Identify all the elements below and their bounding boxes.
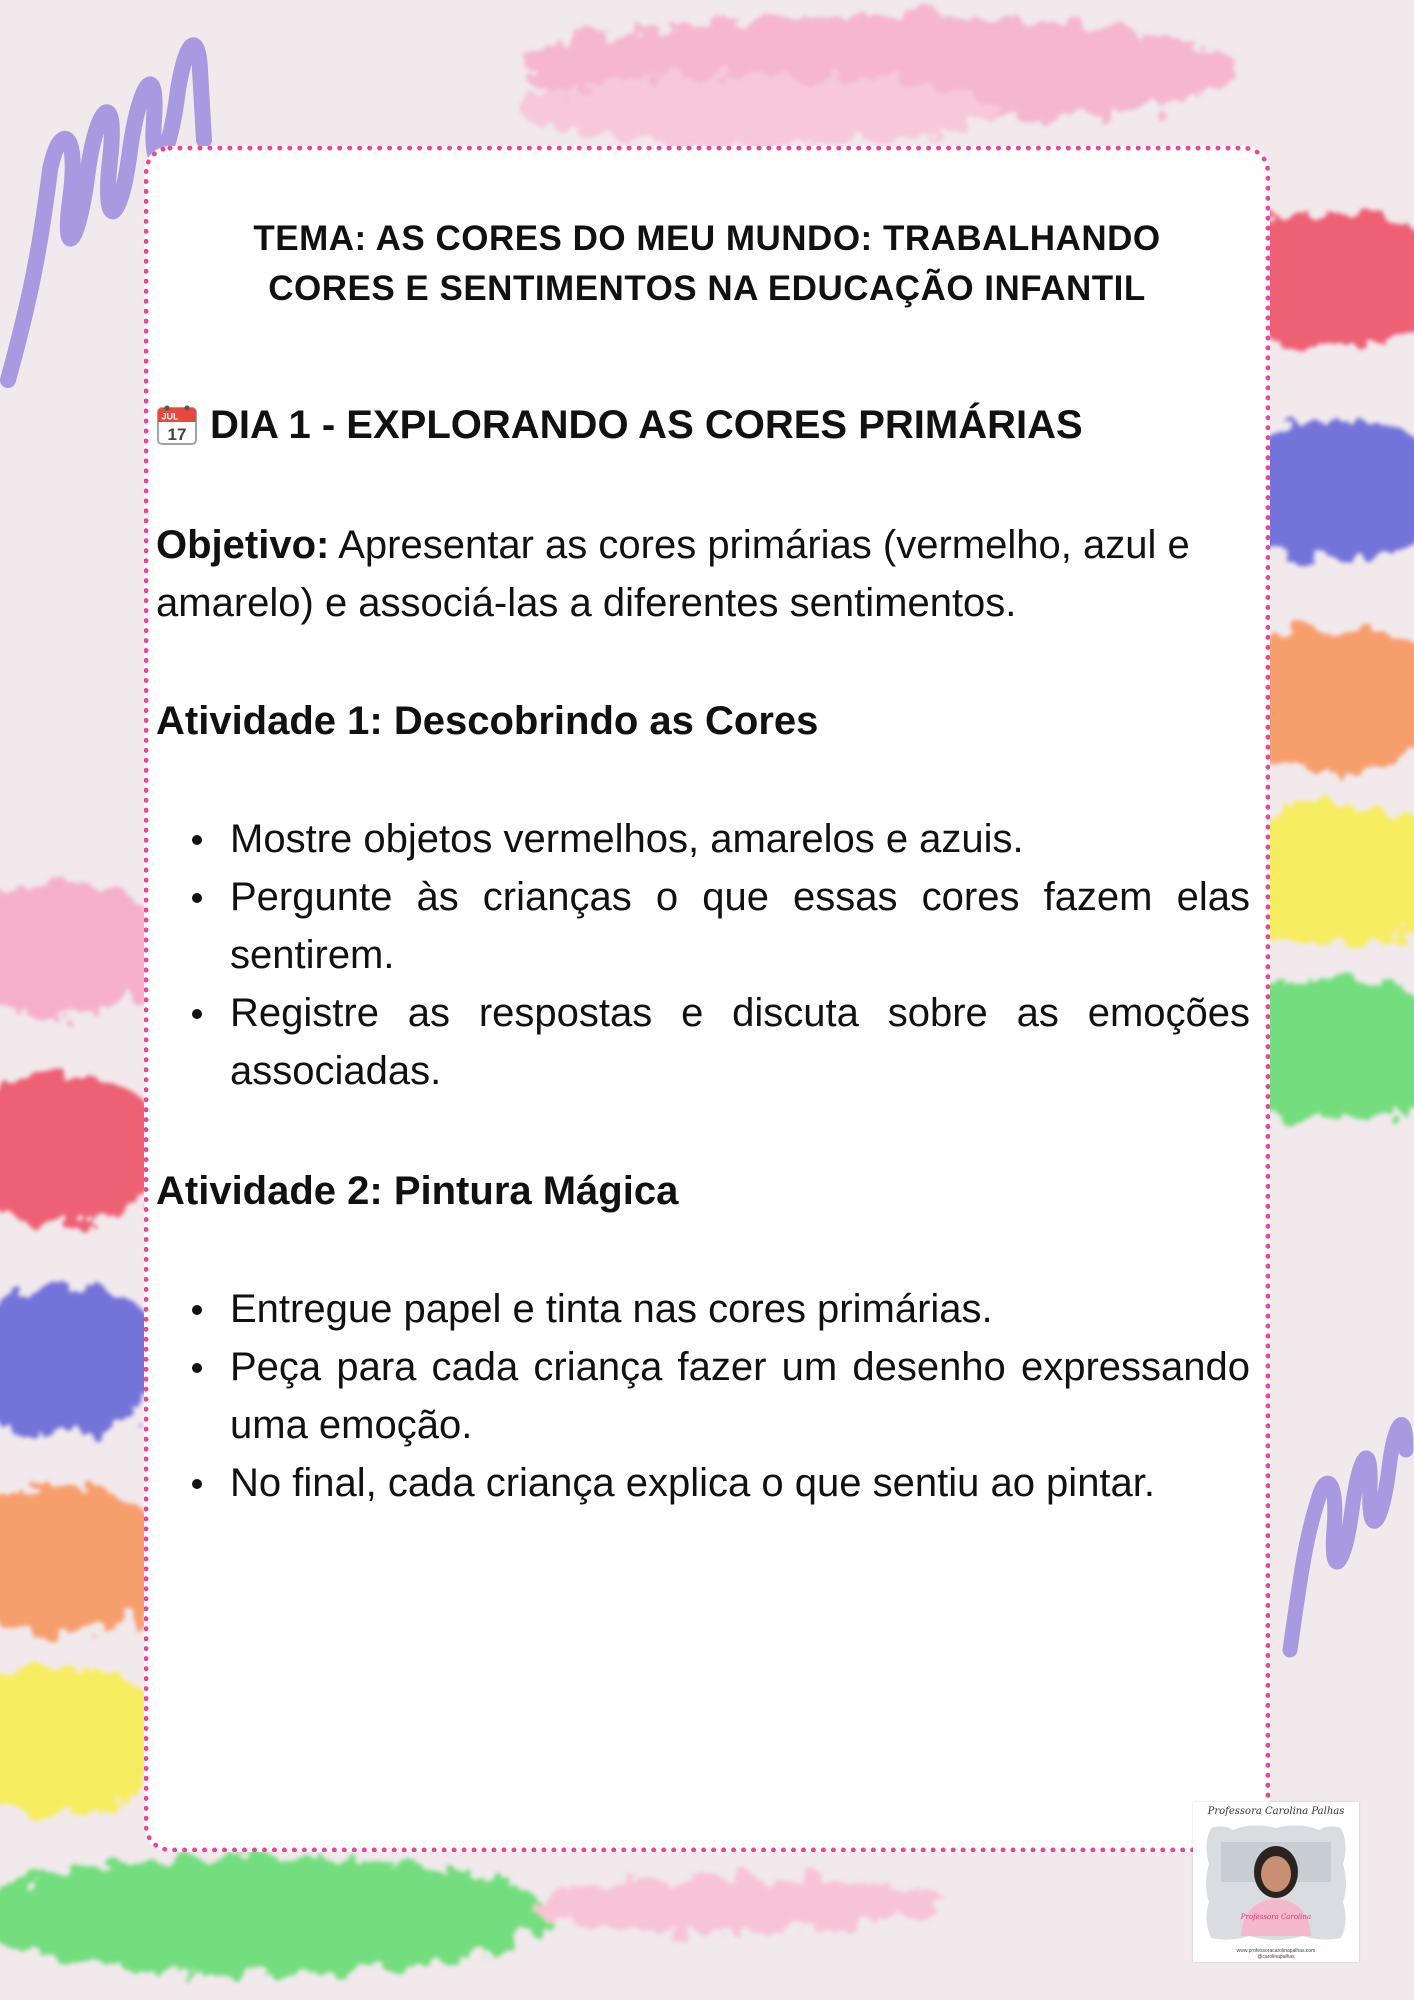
activity-2-title: Atividade 2: Pintura Mágica — [156, 1169, 679, 1213]
author-signature: Professora Carolina Palhas — [1207, 1806, 1345, 1817]
calendar-icon-day: 17 — [167, 425, 187, 444]
list-item: Pergunte às crianças o que essas cores fazem elas sentirem. — [156, 868, 1250, 984]
objective-paragraph — [156, 516, 1250, 632]
list-item: No final, cada criança explica o que sentiu ao pintar. — [156, 1454, 1250, 1512]
paint-stroke-green-bottom — [0, 1855, 550, 1975]
list-item: Peça para cada criança fazer um desenho expressando uma emoção. — [156, 1338, 1250, 1454]
author-handle: @carolinapalhas — [1257, 1954, 1295, 1960]
activity-1-list — [156, 810, 1250, 1100]
author-website: www.professoracarolinapalhas.com — [1236, 1948, 1316, 1954]
paint-stroke-pink-top-2 — [520, 75, 1000, 145]
list-item: Entregue papel e tinta nas cores primárias. — [156, 1280, 1250, 1338]
author-badge-footer — [1193, 1948, 1359, 1960]
title-line-1: TEMA: AS CORES DO MEU MUNDO: TRABALHANDO — [253, 219, 1161, 258]
author-badge — [1193, 1802, 1359, 1962]
objective-label: Objetivo: — [156, 523, 330, 567]
paint-stroke-pink-bottom — [530, 1877, 950, 1933]
activity-1-title: Atividade 1: Descobrindo as Cores — [156, 699, 819, 743]
list-item: Registre as respostas e discuta sobre as emoções associadas. — [156, 984, 1250, 1100]
scribble-bottom-right — [1290, 1425, 1406, 1650]
author-photo — [1203, 1824, 1349, 1942]
title-line-2: CORES E SENTIMENTOS NA EDUCAÇÃO INFANTIL — [268, 269, 1146, 308]
page-title — [190, 214, 1224, 314]
calendar-icon-month: JUL — [161, 411, 179, 422]
day-heading — [156, 398, 1236, 452]
list-item: Mostre objetos vermelhos, amarelos e azuis. — [156, 810, 1250, 868]
day-heading-text: DIA 1 - EXPLORANDO AS CORES PRIMÁRIAS — [210, 403, 1083, 447]
objective-text: Apresentar as cores primárias (vermelho, azul e amarelo) e associá-las a diferentes sentimentos. — [156, 523, 1190, 625]
activity-2-list — [156, 1280, 1250, 1512]
calendar-icon — [156, 404, 198, 446]
author-shirt-text: Professora Carolina — [1240, 1913, 1312, 1921]
